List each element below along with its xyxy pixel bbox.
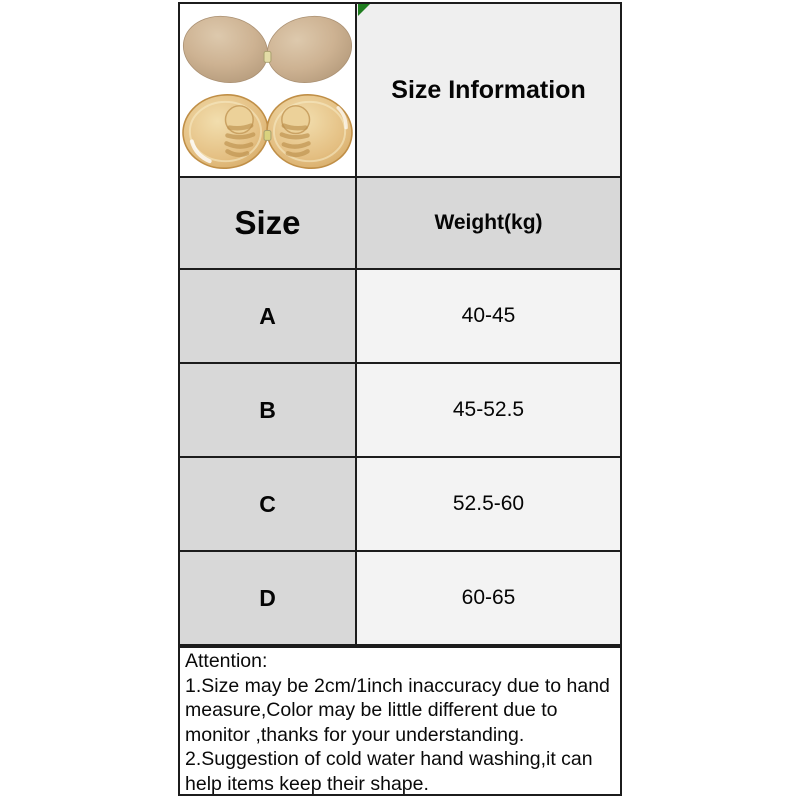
page-title: Size Information <box>391 75 586 104</box>
size-label: B <box>180 364 357 456</box>
bra-inside-view <box>180 91 355 173</box>
column-header-weight: Weight(kg) <box>357 178 620 268</box>
weight-value: 40-45 <box>357 270 620 362</box>
table-row-size-b <box>180 362 620 456</box>
attention-text-line: monitor ,thanks for your understanding. <box>185 723 525 746</box>
size-label: C <box>180 458 357 550</box>
weight-value: 60-65 <box>357 552 620 644</box>
size-label: A <box>180 270 357 362</box>
table-row-size-d <box>180 550 620 644</box>
attention-heading: Attention: <box>185 650 268 672</box>
size-information-title-cell <box>357 4 620 176</box>
table-header-row <box>180 176 620 268</box>
bra-front-view <box>180 9 355 91</box>
attention-text-line: 2.Suggestion of cold water hand washing,it can <box>185 748 593 771</box>
table-row-title <box>180 4 620 176</box>
product-image-cell <box>180 4 357 176</box>
table-row-size-c <box>180 456 620 550</box>
attention-text-line: measure,Color may be little different due to <box>185 699 558 722</box>
attention-text-line: help items keep their shape. <box>185 772 429 795</box>
table-row-size-a <box>180 268 620 362</box>
size-label: D <box>180 552 357 644</box>
cell-corner-marker-icon <box>358 4 370 16</box>
size-information-table <box>178 2 622 646</box>
attention-note <box>178 646 622 796</box>
weight-value: 52.5-60 <box>357 458 620 550</box>
weight-value: 45-52.5 <box>357 364 620 456</box>
product-photo <box>180 4 355 176</box>
column-header-size: Size <box>180 178 357 268</box>
attention-text-line: 1.Size may be 2cm/1inch inaccuracy due to hand <box>185 674 610 697</box>
